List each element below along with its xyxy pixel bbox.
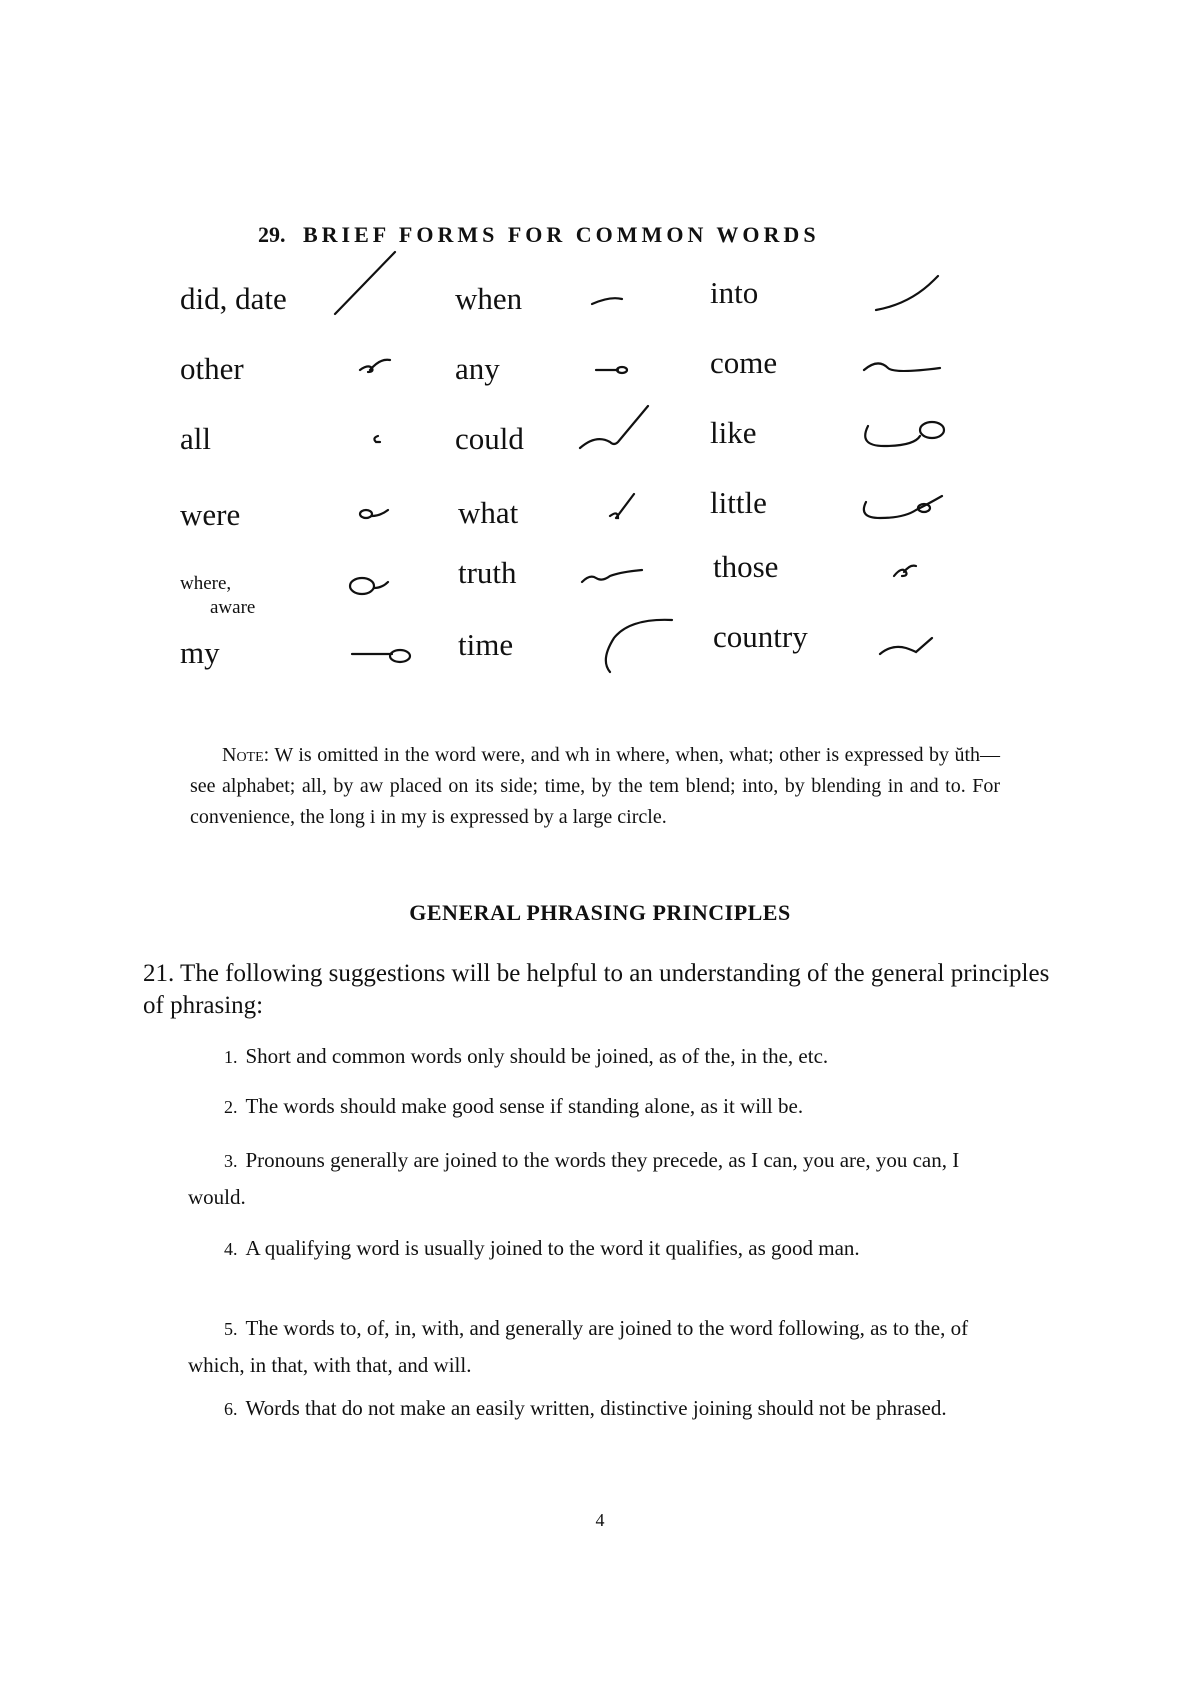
- brief-form-word-line2: aware: [210, 596, 256, 618]
- brief-form-word: country: [713, 619, 808, 654]
- small-loop-stroke-icon: [358, 488, 468, 558]
- list-item: [188, 1142, 1008, 1215]
- list-item: [188, 1310, 1008, 1383]
- wave-stroke-icon: [860, 340, 970, 410]
- list-item-number: 5.: [224, 1319, 238, 1339]
- list-item: [188, 1390, 1008, 1427]
- curve-small-loop-icon: [858, 486, 968, 556]
- line-with-circle-icon: [350, 626, 460, 696]
- rising-curve-icon: [870, 264, 980, 334]
- small-check-icon: [608, 480, 718, 550]
- brief-forms-title: [258, 222, 820, 248]
- brief-form-word: were: [180, 497, 241, 532]
- brief-form-word: time: [458, 627, 514, 662]
- list-item-text: The words to, of, in, with, and generally are joined to the word following, as to the, of which, in that, with that, and will.: [188, 1316, 969, 1377]
- curve-check-icon: [878, 618, 988, 688]
- phrasing-heading: GENERAL PHRASING PRINCIPLES: [409, 900, 791, 925]
- curve-loop-icon: [858, 408, 968, 478]
- list-item-number: 1.: [224, 1047, 238, 1067]
- list-item-text: The words should make good sense if standing alone, as it will be.: [245, 1094, 804, 1118]
- brief-form-word: truth: [458, 555, 517, 590]
- brief-form-word: my: [180, 635, 220, 670]
- list-item: [188, 1230, 1008, 1267]
- list-item-text: Pronouns generally are joined to the words they precede, as I can, you are, you can, I would.: [188, 1148, 960, 1209]
- brief-form-word: did, date: [180, 281, 287, 316]
- list-item-number: 2.: [224, 1097, 238, 1117]
- arc-stroke-icon: [600, 610, 710, 680]
- brief-form-word: any: [455, 351, 500, 386]
- brief-form-word: could: [455, 421, 524, 456]
- list-item-number: 3.: [224, 1151, 238, 1171]
- check-stroke-icon: [578, 402, 688, 472]
- brief-form-word: into: [710, 275, 759, 310]
- brief-form-word: what: [458, 495, 519, 530]
- section-number: 29.: [258, 222, 286, 247]
- brief-form-word-line1: where,: [180, 573, 232, 594]
- brief-forms-table: [180, 275, 1020, 722]
- page-number: 4: [595, 1510, 605, 1530]
- list-item: [188, 1088, 1008, 1125]
- brief-form-word: when: [455, 281, 523, 316]
- brief-form-row: [180, 415, 1020, 492]
- brief-form-word: other: [180, 351, 244, 386]
- note-text: W is omitted in the word were, and wh in where, when, what; other is expressed by ŭth—see alphabet; all, by aw placed on its side; time, by the tem blend; into, by blending in and to. For convenience, the long i in my is expressed by a large circle.: [190, 744, 1001, 828]
- large-loop-stroke-icon: [348, 556, 458, 626]
- list-item: [188, 1038, 1008, 1075]
- brief-form-word: like: [710, 415, 757, 450]
- list-item-text: Words that do not make an easily written, distinctive joining should not be phrased.: [245, 1396, 947, 1420]
- brief-form-row: [180, 619, 1020, 702]
- phrasing-intro: 21. The following suggestions will be helpful to an understanding of the general principles of phrasing:: [143, 960, 1050, 1019]
- brief-form-word: all: [180, 421, 211, 456]
- list-item-number: 6.: [224, 1399, 238, 1419]
- list-item-text: A qualifying word is usually joined to the word it qualifies, as good man.: [245, 1236, 860, 1260]
- note-label: Note:: [222, 744, 270, 766]
- hook-stroke-icon: [358, 344, 468, 414]
- list-item-text: Short and common words only should be joined, as of the, in the, etc.: [245, 1044, 829, 1068]
- list-item-number: 4.: [224, 1239, 238, 1259]
- brief-form-word: little: [710, 485, 767, 520]
- brief-form-word: come: [710, 345, 778, 380]
- small-curl-icon: [892, 548, 1002, 618]
- brief-form-word: those: [713, 549, 779, 584]
- diagonal-stroke-icon: [325, 252, 435, 322]
- brief-forms-note: [190, 740, 1000, 833]
- section-title-text: BRIEF FORMS FOR COMMON WORDS: [303, 222, 820, 247]
